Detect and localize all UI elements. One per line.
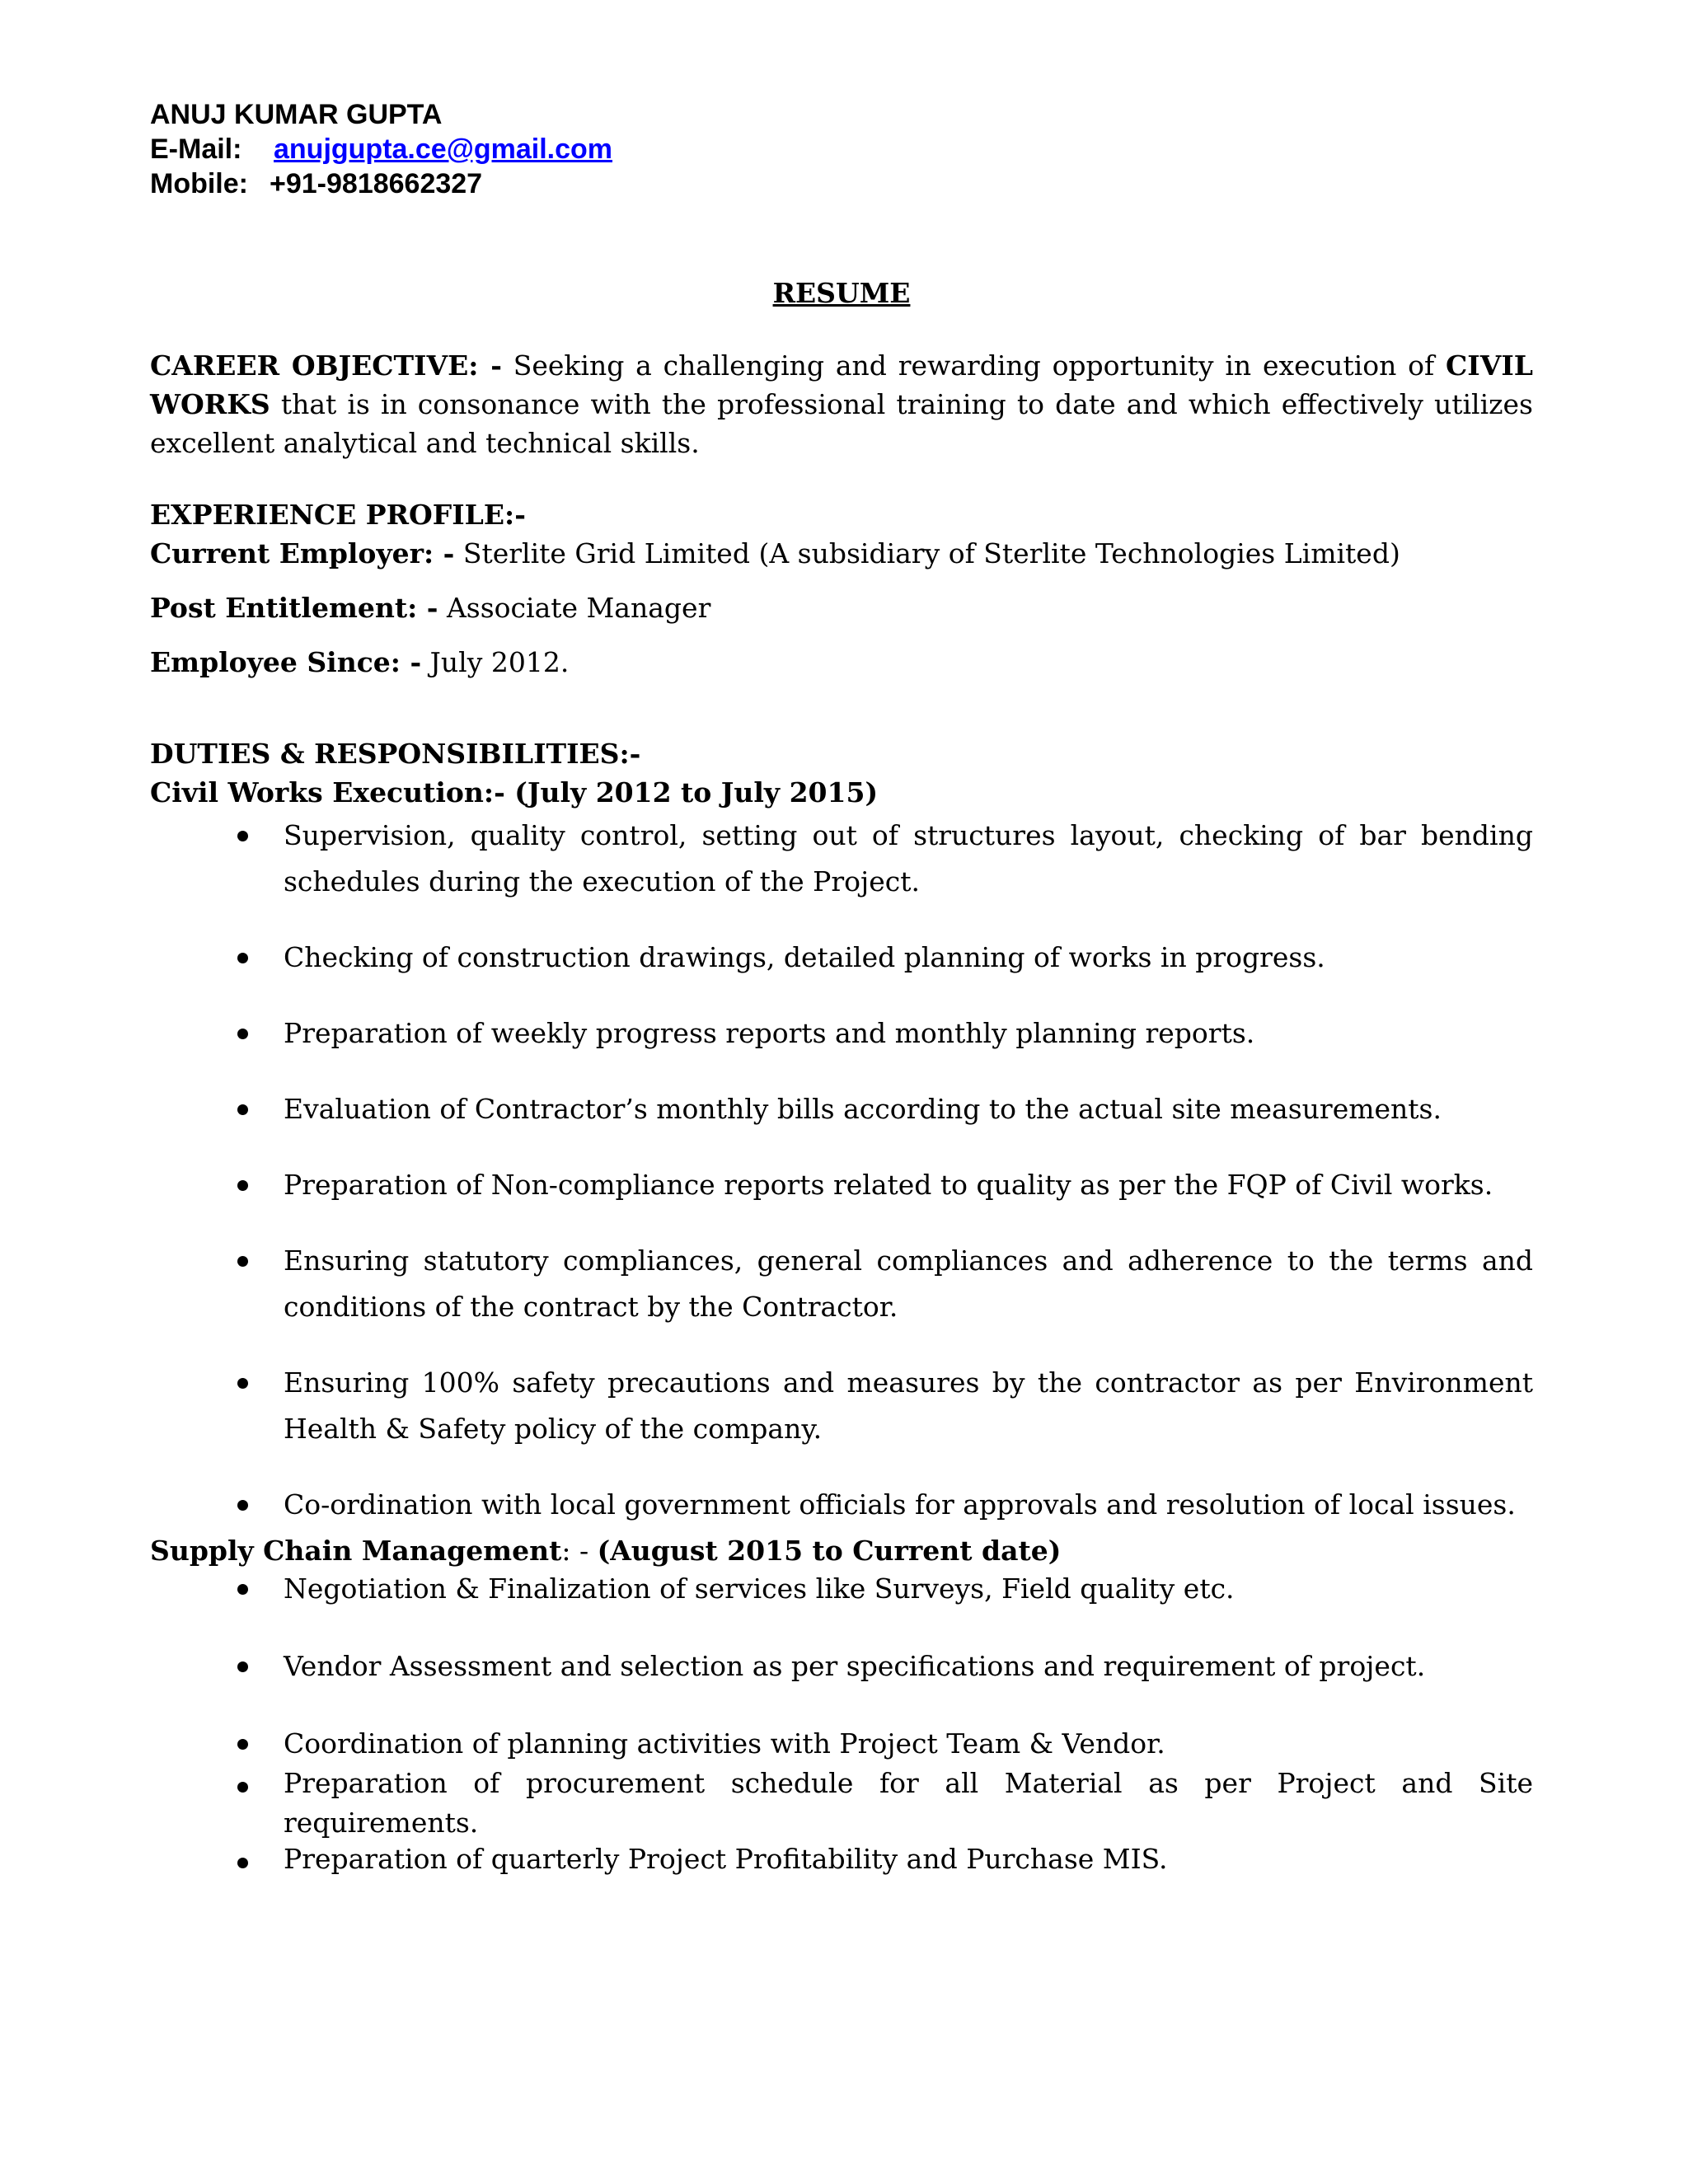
objective-bold-term: CIVIL WORKS xyxy=(150,349,1533,420)
employer-label: Current Employer: - xyxy=(150,537,455,569)
mobile-row xyxy=(150,166,1533,201)
bullet-icon xyxy=(237,1256,248,1267)
list-item-text: Coordination of planning activities with Project Team & Vendor. xyxy=(284,1727,1165,1760)
list-item xyxy=(150,1238,1533,1330)
email-link[interactable]: anujgupta.ce@gmail.com xyxy=(274,134,613,165)
duties-section xyxy=(150,734,1533,1879)
bullet-icon xyxy=(237,1661,248,1672)
bullet-icon xyxy=(237,1180,248,1191)
list-item-text: Preparation of procurement schedule for all Material as per Project and Site requirements. xyxy=(284,1767,1533,1839)
civil-works-list xyxy=(150,813,1533,1528)
list-item xyxy=(150,813,1533,905)
mobile-label: Mobile: xyxy=(150,168,248,199)
scm-period: (August 2015 to Current date) xyxy=(597,1535,1062,1567)
since-row xyxy=(150,643,1533,682)
list-item xyxy=(150,1764,1533,1843)
since-label: Employee Since: - xyxy=(150,646,422,678)
list-item-text: Evaluation of Contractor’s monthly bills according to the actual site measurements. xyxy=(284,1093,1442,1125)
mobile-number: +91-9818662327 xyxy=(270,168,483,199)
list-item xyxy=(150,1360,1533,1452)
list-item xyxy=(150,1643,1533,1690)
list-item-text: Preparation of quarterly Project Profitability and Purchase MIS. xyxy=(284,1843,1168,1875)
list-item xyxy=(150,1162,1533,1208)
list-item xyxy=(150,935,1533,981)
experience-heading: EXPERIENCE PROFILE:- xyxy=(150,499,526,531)
list-item-text: Preparation of weekly progress reports and monthly planning reports. xyxy=(284,1017,1255,1049)
post-row xyxy=(150,588,1533,627)
bullet-icon xyxy=(237,1378,248,1389)
list-item-text: Supervision, quality control, setting out of structures layout, checking of bar bending schedules during the execution of the Project. xyxy=(284,819,1533,898)
employer-value: Sterlite Grid Limited (A subsidiary of Sterlite Technologies Limited) xyxy=(454,537,1400,569)
list-item xyxy=(150,1086,1533,1132)
scm-list xyxy=(150,1566,1533,1879)
scm-title-row xyxy=(150,1531,1533,1571)
bullet-icon xyxy=(237,1500,248,1511)
career-objective xyxy=(150,346,1533,462)
experience-section xyxy=(150,495,1533,682)
scm-title: Supply Chain Management xyxy=(150,1535,562,1567)
employer-row xyxy=(150,534,1533,573)
contact-header xyxy=(150,97,1533,201)
candidate-name: ANUJ KUMAR GUPTA xyxy=(150,99,443,130)
list-item xyxy=(150,1010,1533,1057)
objective-text-end: that is in consonance with the professional training to date and which effectively utilizes excellent analytical and technical skills. xyxy=(150,388,1533,459)
bullet-icon xyxy=(237,1029,248,1039)
bullet-icon xyxy=(237,831,248,841)
duties-heading: DUTIES & RESPONSIBILITIES:- xyxy=(150,738,641,770)
list-item xyxy=(150,1840,1533,1879)
post-value: Associate Manager xyxy=(438,592,711,624)
list-item xyxy=(150,1721,1533,1767)
resume-page xyxy=(150,97,1533,1879)
bullet-icon xyxy=(237,953,248,963)
objective-text-start: Seeking a challenging and rewarding opportunity in execution of xyxy=(501,349,1447,382)
list-item-text: Ensuring 100% safety precautions and measures by the contractor as per Environment Health & Safety policy of the company. xyxy=(284,1366,1533,1445)
post-label: Post Entitlement: - xyxy=(150,592,438,624)
document-title: RESUME xyxy=(772,277,911,309)
since-value: July 2012. xyxy=(421,646,570,678)
scm-separator: : - xyxy=(561,1535,598,1567)
email-row xyxy=(150,132,1533,166)
bullet-icon xyxy=(237,1739,248,1750)
list-item xyxy=(150,1566,1533,1612)
bullet-icon xyxy=(237,1584,248,1595)
list-item-text: Co-ordination with local government officials for approvals and resolution of local issues. xyxy=(284,1488,1516,1521)
bullet-icon xyxy=(237,1104,248,1115)
bullet-icon xyxy=(237,1782,248,1793)
civil-works-title: Civil Works Execution:- (July 2012 to July 2015) xyxy=(150,776,879,808)
list-item-text: Ensuring statutory compliances, general compliances and adherence to the terms and conditions of the contract by the Contractor. xyxy=(284,1244,1533,1323)
objective-label: CAREER OBJECTIVE: - xyxy=(150,349,502,382)
list-item-text: Vendor Assessment and selection as per specifications and requirement of project. xyxy=(284,1650,1426,1682)
list-item-text: Checking of construction drawings, detailed planning of works in progress. xyxy=(284,941,1325,973)
list-item xyxy=(150,1482,1533,1528)
list-item-text: Preparation of Non-compliance reports related to quality as per the FQP of Civil works. xyxy=(284,1169,1493,1201)
email-label: E-Mail: xyxy=(150,134,242,165)
list-item-text: Negotiation & Finalization of services like Surveys, Field quality etc. xyxy=(284,1572,1235,1605)
bullet-icon xyxy=(237,1858,248,1868)
